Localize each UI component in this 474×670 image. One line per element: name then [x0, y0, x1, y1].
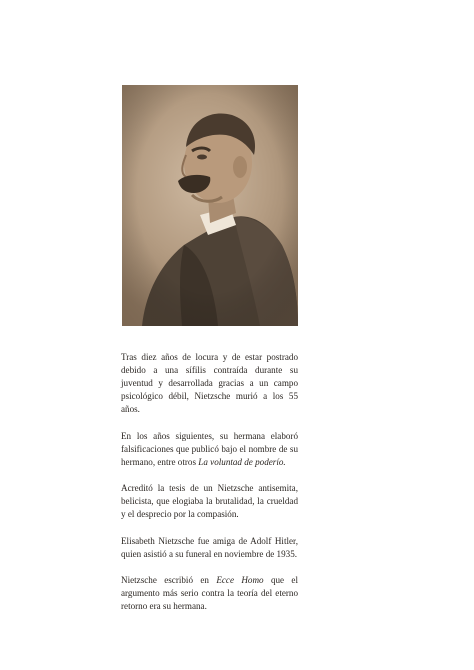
nietzsche-portrait-photo [122, 85, 298, 326]
paragraph-3: Acreditó la tesis de un Nietzsche antisemita, belicista, que elogiaba la brutalidad, la crueldad y el desprecio por la compasión. [121, 483, 298, 520]
paragraph-2 [121, 430, 298, 469]
paragraph-1: Tras diez años de locura y de estar postrado debido a una sífilis contraída durante su juventud y desarrollada gracias a un campo psicológico débil, Nietzsche murió a los 55 años. [121, 352, 298, 415]
paragraph-2-text: En los años siguientes, su hermana elaboró falsificaciones que publicó bajo el nombre de su hermano, entre otros [121, 430, 298, 467]
paragraph-5 [121, 574, 298, 613]
paragraph-5-end: que el argumento más serio contra la teoría del eterno retorno era su hermana. [121, 574, 298, 612]
paragraph-5-start: Nietzsche escribió en [121, 574, 209, 585]
book-title-voluntad: La voluntad de poderío. [198, 456, 286, 467]
book-title-ecce-homo: Ecce Homo [216, 574, 264, 585]
body-text [121, 351, 298, 626]
paragraph-4: Elisabeth Nietzsche fue amiga de Adolf Hitler, quien asistió a su funeral en noviembre de 1935. [121, 535, 298, 559]
portrait-illustration [122, 85, 298, 326]
